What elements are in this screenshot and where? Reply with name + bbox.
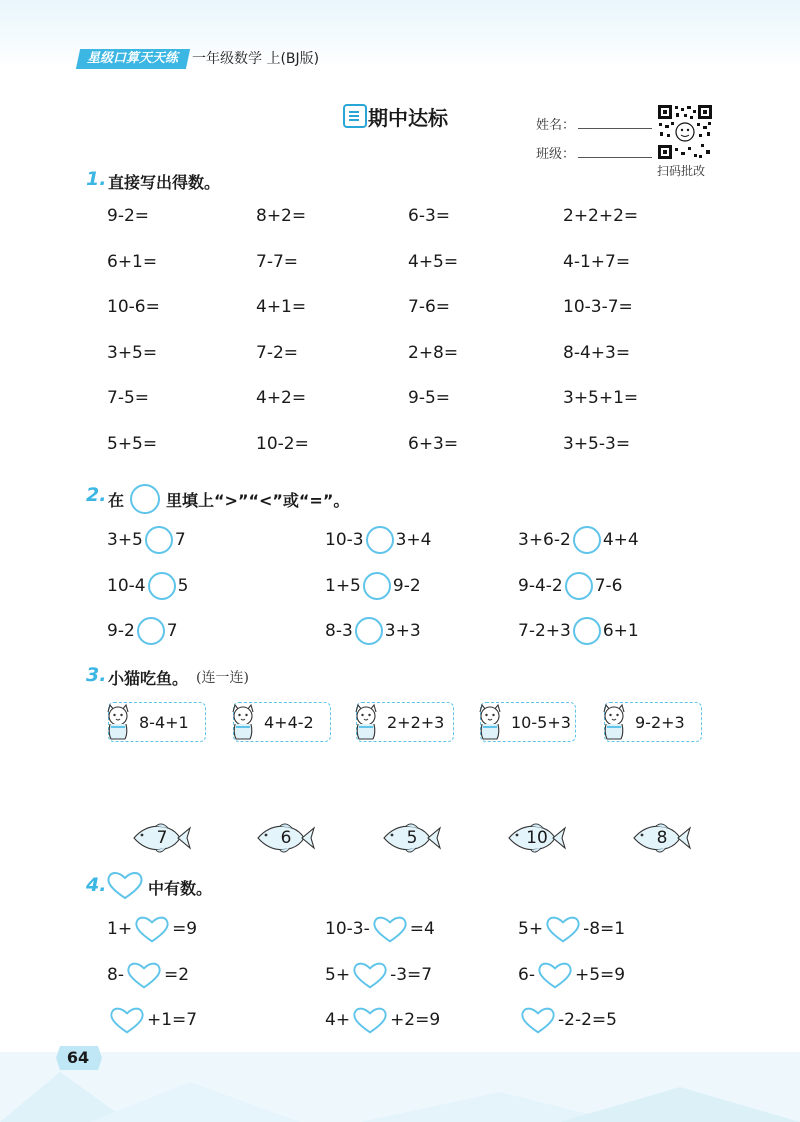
cat-expression: 2+2+3 (387, 712, 445, 732)
arithmetic-item[interactable]: 6+3= (408, 433, 459, 454)
heart-answer-box[interactable] (537, 960, 573, 990)
equation-right: -8=1 (583, 919, 626, 939)
compare-left: 1+5 (325, 575, 361, 596)
arithmetic-item[interactable]: 7-2= (256, 342, 299, 363)
heart-answer-box[interactable] (545, 914, 581, 944)
cat-card[interactable] (356, 702, 454, 742)
cat-icon (473, 703, 507, 741)
compare-right: 7-6 (594, 575, 623, 596)
equation-right: +2=9 (390, 1010, 441, 1030)
equation-right: -3=7 (390, 964, 433, 985)
heart-equation (518, 914, 625, 944)
fish-number: 5 (406, 828, 418, 848)
compare-item (325, 572, 421, 600)
arithmetic-item[interactable]: 7-5= (107, 388, 150, 408)
section-4-title: 中有数。 (148, 879, 213, 898)
equation-left: 8- (107, 964, 124, 985)
heart-answer-box[interactable] (372, 914, 408, 944)
equation-right: +1=7 (147, 1010, 198, 1030)
page-title: 期中达标 (368, 106, 448, 130)
compare-answer-circle[interactable] (363, 572, 391, 600)
class-field[interactable] (578, 157, 652, 158)
heart-equation (107, 1005, 197, 1035)
section-1-number: 1. (86, 168, 107, 190)
arithmetic-item[interactable]: 2+8= (408, 342, 459, 363)
compare-right: 9-2 (392, 575, 421, 596)
arithmetic-item[interactable]: 3+5= (107, 342, 158, 363)
arithmetic-item[interactable]: 2+2+2= (563, 206, 639, 226)
compare-left: 3+5 (107, 530, 143, 550)
arithmetic-item[interactable]: 10-2= (256, 433, 309, 454)
equation-left: 5+ (518, 919, 544, 939)
series-tag: 星级口算天天练 (76, 49, 190, 69)
compare-answer-circle[interactable] (355, 617, 383, 645)
heart-answer-box[interactable] (134, 914, 170, 944)
compare-item (518, 617, 639, 645)
section-2-title-post: 里填上“>”“<”或“=”。 (166, 490, 350, 510)
arithmetic-item[interactable]: 8+2= (256, 206, 307, 226)
arithmetic-item[interactable]: 6-3= (408, 206, 451, 226)
cat-icon (597, 703, 631, 741)
compare-item (107, 617, 178, 645)
heart-equation (325, 960, 432, 990)
arithmetic-item[interactable]: 4+2= (256, 388, 307, 408)
heart-icon (106, 870, 144, 900)
heart-equation (518, 1005, 617, 1035)
equation-left: 10-3- (325, 919, 370, 939)
compare-left: 8-3 (325, 621, 353, 641)
heart-equation (107, 914, 197, 944)
compare-item (325, 526, 431, 554)
compare-item (325, 617, 421, 645)
compare-answer-circle[interactable] (145, 526, 173, 554)
arithmetic-item[interactable]: 3+5-3= (563, 433, 631, 454)
compare-item (107, 526, 186, 554)
arithmetic-item[interactable]: 10-3-7= (563, 297, 633, 317)
fish-number: 7 (156, 828, 168, 848)
compare-answer-circle[interactable] (573, 617, 601, 645)
equation-right: =4 (409, 919, 435, 939)
cat-expression: 10-5+3 (511, 712, 571, 732)
arithmetic-item[interactable]: 5+5= (107, 433, 158, 454)
heart-equation (325, 914, 435, 944)
equation-left: 6- (518, 964, 535, 985)
document-icon (343, 104, 367, 128)
equation-right: +5=9 (574, 964, 626, 985)
compare-left: 10-3 (325, 530, 364, 550)
arithmetic-item[interactable]: 9-2= (107, 206, 150, 226)
compare-right: 7 (174, 530, 186, 550)
class-label: 班级： (536, 147, 576, 162)
arithmetic-item[interactable]: 7-7= (256, 251, 299, 272)
section-3-note: (连一连) (196, 670, 249, 686)
compare-left: 9-4-2 (518, 575, 563, 596)
cat-card[interactable] (233, 702, 331, 742)
section-2-number: 2. (86, 484, 107, 506)
compare-right: 5 (177, 575, 189, 596)
heart-answer-box[interactable] (352, 960, 388, 990)
arithmetic-item[interactable]: 7-6= (408, 297, 451, 317)
footer-decoration (0, 1052, 800, 1122)
section-3-number: 3. (86, 664, 107, 686)
heart-equation (518, 960, 625, 990)
compare-answer-circle[interactable] (565, 572, 593, 600)
compare-answer-circle[interactable] (148, 572, 176, 600)
arithmetic-item[interactable]: 4-1+7= (563, 251, 631, 272)
compare-item (518, 526, 639, 554)
compare-left: 3+6-2 (518, 530, 571, 550)
qr-code-icon[interactable] (657, 104, 713, 160)
compare-answer-circle[interactable] (573, 526, 601, 554)
compare-right: 6+1 (602, 621, 639, 641)
heart-answer-box[interactable] (352, 1005, 388, 1035)
equation-left: 5+ (325, 964, 351, 985)
cat-icon (226, 703, 260, 741)
compare-answer-circle[interactable] (137, 617, 165, 645)
book-subtitle: 一年级数学 上(BJ版) (192, 51, 320, 67)
section-2-title-pre: 在 (108, 490, 125, 510)
compare-item (107, 572, 188, 600)
compare-left: 7-2+3 (518, 621, 571, 641)
cat-card[interactable] (108, 702, 206, 742)
cat-card[interactable] (480, 702, 576, 742)
compare-item (518, 572, 623, 600)
cat-expression: 8-4+1 (139, 712, 189, 732)
arithmetic-item[interactable]: 10-6= (107, 297, 160, 317)
arithmetic-item[interactable]: 8-4+3= (563, 342, 631, 363)
answer-circle-icon (130, 484, 160, 514)
cat-expression: 4+4-2 (264, 712, 314, 732)
section-1-title: 直接写出得数。 (108, 173, 221, 192)
cat-card[interactable] (604, 702, 702, 742)
heart-answer-box[interactable] (109, 1005, 145, 1035)
compare-left: 9-2 (107, 621, 135, 641)
arithmetic-item[interactable]: 4+1= (256, 297, 307, 317)
cat-icon (349, 703, 383, 741)
qr-caption: 扫码批改 (657, 164, 706, 178)
cat-expression: 9-2+3 (635, 712, 685, 732)
arithmetic-item[interactable]: 3+5+1= (563, 388, 639, 408)
heart-equation (107, 960, 189, 990)
section-2-title (108, 484, 349, 514)
compare-answer-circle[interactable] (366, 526, 394, 554)
section-4-number: 4. (86, 874, 107, 896)
cat-icon (101, 703, 135, 741)
equation-right: =9 (172, 919, 198, 939)
heart-equation (325, 1005, 440, 1035)
arithmetic-item[interactable]: 9-5= (408, 388, 451, 408)
equation-right: =2 (163, 964, 190, 985)
section-3-title: 小猫吃鱼。 (108, 669, 189, 688)
heart-answer-box[interactable] (520, 1005, 556, 1035)
name-field[interactable] (578, 128, 652, 129)
compare-right: 7 (166, 621, 178, 641)
heart-answer-box[interactable] (126, 960, 162, 990)
equation-right: -2-2=5 (558, 1010, 617, 1030)
equation-left: 4+ (325, 1010, 351, 1030)
fish-number: 6 (280, 828, 292, 848)
arithmetic-item[interactable]: 6+1= (107, 251, 158, 272)
equation-left: 1+ (107, 919, 133, 939)
compare-right: 3+3 (384, 621, 421, 641)
fish-number: 10 (526, 828, 548, 848)
compare-right: 3+4 (395, 530, 432, 550)
arithmetic-item[interactable]: 4+5= (408, 251, 459, 272)
compare-right: 4+4 (602, 530, 639, 550)
compare-left: 10-4 (107, 575, 146, 596)
name-label: 姓名： (536, 118, 576, 133)
fish-number: 8 (656, 828, 668, 848)
page-number: 64 (66, 1048, 90, 1067)
